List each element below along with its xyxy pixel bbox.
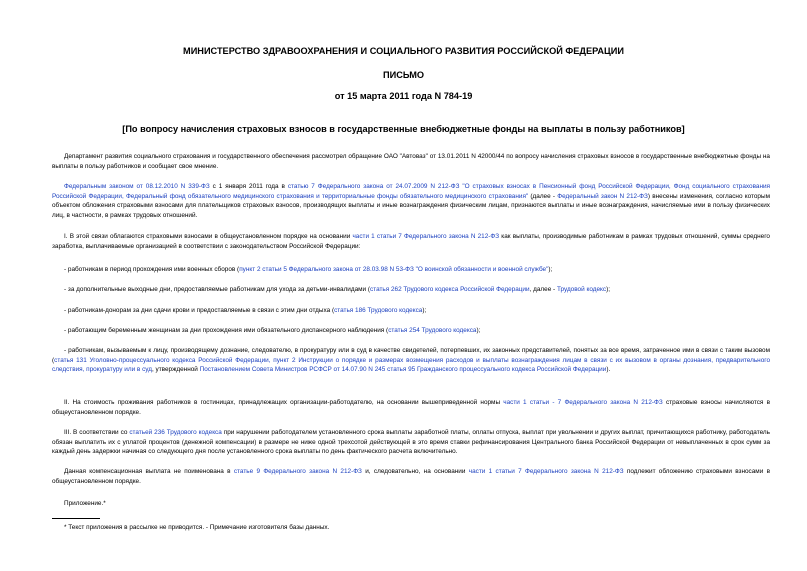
link-law-53[interactable]: пункт 2 статьи 5 Федерального закона от 28.03.98 N 53-ФЗ "О воинской обязанности и военной службе" (239, 266, 549, 273)
link-article-254[interactable]: статья 254 Трудового кодекса (388, 327, 477, 334)
link-law-212[interactable]: Федеральный закон N 212-ФЗ (557, 192, 648, 200)
bullet-witnesses: - работникам, вызываемым к лицу, производящему дознание, следователю, в прокуратуру или в суд в качестве свидетелей, потерпевших, их законных представителей, понятых за все время, затраченное ими в связи с таким вызовом (статья 131 Уголовно-процессуального кодекса Российской Федерации, пункт 2 Инструкции о порядке и размерах возмещения расходов и выплаты вознаграждения лицам в связи с их вызовом в органы дознания, предварительного следствия, прокуратуру или в суд, утвержденной Постановлением Совета Министров РСФСР от 14.07.90 N 245 статья 95 Гражданского процессуального кодекса Российской Федерации). (52, 347, 770, 374)
link-article-236[interactable]: статьей 236 Трудового кодекса (129, 429, 222, 436)
paragraph-section-3: III. В соответствии со статьей 236 Трудового кодекса при нарушении работодателем установленного срока выплаты заработной платы, оплаты отпуска, выплат при увольнении и других выплат, причитающихся работнику, работодатель обязан выплатить их с уплатой процентов (денежной компенсации) в размере не ниже одной трехсотой действующей в это время ставки рефинансирования Центрального банка Российской Федерации от невыплаченных в срок сумм за каждый день задержки начиная со следующего дня после установленного срока выплаты по день фактического расчета включительно. (52, 429, 770, 456)
paragraph-compensation: Данная компенсационная выплата не поименована в статье 9 Федерального закона N 212-ФЗ и, следовательно, на основании части 1 статьи 7 Федерального закона N 212-ФЗ подлежит обложению страховыми взносами в общеустановленном порядке. (52, 468, 770, 485)
link-article-186[interactable]: статья 186 Трудового кодекса (334, 307, 423, 314)
link-article9-law-212[interactable]: статье 9 Федерального закона N 212-ФЗ (233, 468, 362, 475)
link-article-131[interactable]: статья 131 Уголовно-процессуального кодекса Российской Федерации, пункт 2 Инструкции о порядке и размерах возмещения расходов и выплаты вознаграждения лицам в связи с их вызовом в органы дознания, предварительного следствия, прокуратуру или в суд (52, 356, 770, 374)
footnote: * Текст приложения в рассылке не приводится. - Примечание изготовителя базы данных. (64, 524, 330, 531)
paragraph-section-2: II. На стоимость проживания работников в гостиницах, принадлежащих организации-работодателю, на основании вышеприведенной нормы части 1 статьи - 7 Федерального закона N 212-ФЗ страховые взносы начисляются в общеустановленном порядке. (52, 399, 770, 416)
doc-subject-heading: [По вопросу начисления страховых взносов в государственные внебюджетные фонды на выплаты в пользу работников] (122, 124, 685, 134)
ministry-heading: МИНИСТЕРСТВО ЗДРАВООХРАНЕНИЯ И СОЦИАЛЬНОГО РАЗВИТИЯ РОССИЙСКОЙ ФЕДЕРАЦИИ (183, 46, 624, 56)
appendix-label: Приложение.* (64, 500, 106, 507)
paragraph-law-change: Федеральным законом от 08.12.2010 N 339-ФЗ с 1 января 2011 года в статью 7 Федерального закона от 24.07.2009 N 212-ФЗ "О страховых взносах в Пенсионный фонд Российской Федерации, Фонд социального страхования Российской Федерации, Федеральный фонд обязательного медицинского страхования и территориальные фонды обязательного медицинского страхования" (далее - Федеральный закон N 212-ФЗ) внесены изменения, согласно которым объектом обложения страховыми взносами для плательщиков страховых взносов, производящих выплаты и иные вознаграждения физическим лицам, признаются выплаты и иные вознаграждения, начисляемые ими в пользу физических лиц, в частности, в рамках трудовых отношений. (52, 183, 771, 219)
footnote-divider (52, 518, 100, 519)
bullet-pregnant: - работающим беременным женщинам за дни прохождения ими обязательного диспансерного наблюдения (статья 254 Трудового кодекса); (64, 327, 481, 334)
doc-date-heading: от 15 марта 2011 года N 784-19 (334, 91, 473, 101)
paragraph-intro: Департамент развития социального страхования и государственного обеспечения рассмотрел обращение ОАО "Автоваз" от 13.01.2011 N 42000/44 по вопросу начисления страховых взносов в государственные внебюджетные фонды на выплаты в пользу работников и сообщает свое мнение. (52, 153, 770, 170)
paragraph-section-1: I. В этой связи облагаются страховыми взносами в общеустановленном порядке на основании части 1 статьи 7 Федерального закона N 212-ФЗ как выплаты, производимые работникам в рамках трудовых отношений, суммы среднего заработка, выплачиваемые организацией в соответствии с законодательством Российской Федерации: (52, 233, 770, 250)
link-article-95[interactable]: статья 95 Гражданского процессуального кодекса Российской Федерации (387, 366, 607, 374)
link-part1-article7-section2[interactable]: части 1 статьи - 7 Федерального закона N 212-ФЗ (503, 399, 663, 406)
link-part1-article7-final[interactable]: части 1 статьи 7 Федерального закона N 212-ФЗ (468, 468, 624, 475)
link-part1-article7[interactable]: части 1 статьи 7 Федерального закона N 212-ФЗ (352, 233, 500, 240)
bullet-disabled-children: - за дополнительные выходные дни, предоставляемые работникам для ухода за детьми-инвалидами (статья 262 Трудового кодекса Российской Федерации, далее - Трудовой кодекс); (64, 286, 610, 293)
link-law-339[interactable]: Федеральным законом от 08.12.2010 N 339-ФЗ (64, 183, 210, 190)
bullet-military: - работникам в период прохождения ими военных сборов (пункт 2 статьи 5 Федерального закона от 28.03.98 N 53-ФЗ "О воинской обязанности и военной службе"); (64, 266, 553, 273)
link-labor-code[interactable]: Трудовой кодекс (556, 286, 607, 293)
link-article-262[interactable]: статья 262 Трудового кодекса Российской Федерации (370, 286, 530, 293)
doc-type-heading: ПИСЬМО (382, 70, 425, 80)
bullet-donors: - работникам-донорам за дни сдачи крови и предоставляемые в связи с этим дни отдыха (статья 186 Трудового кодекса); (64, 307, 427, 314)
link-resolution-245[interactable]: Постановлением Совета Министров РСФСР от 14.07.90 N 245 (199, 366, 386, 374)
link-article7-law-212[interactable]: статью 7 Федерального закона от 24.07.2009 N 212-ФЗ "О страховых взносах в Пенсионный фонд Российской Федерации, Фонд социального страхования Российской Федерации, Федеральный фонд обязательного медицинского страхования и территориальные фонды обязательного медицинского страхования" (52, 183, 771, 200)
